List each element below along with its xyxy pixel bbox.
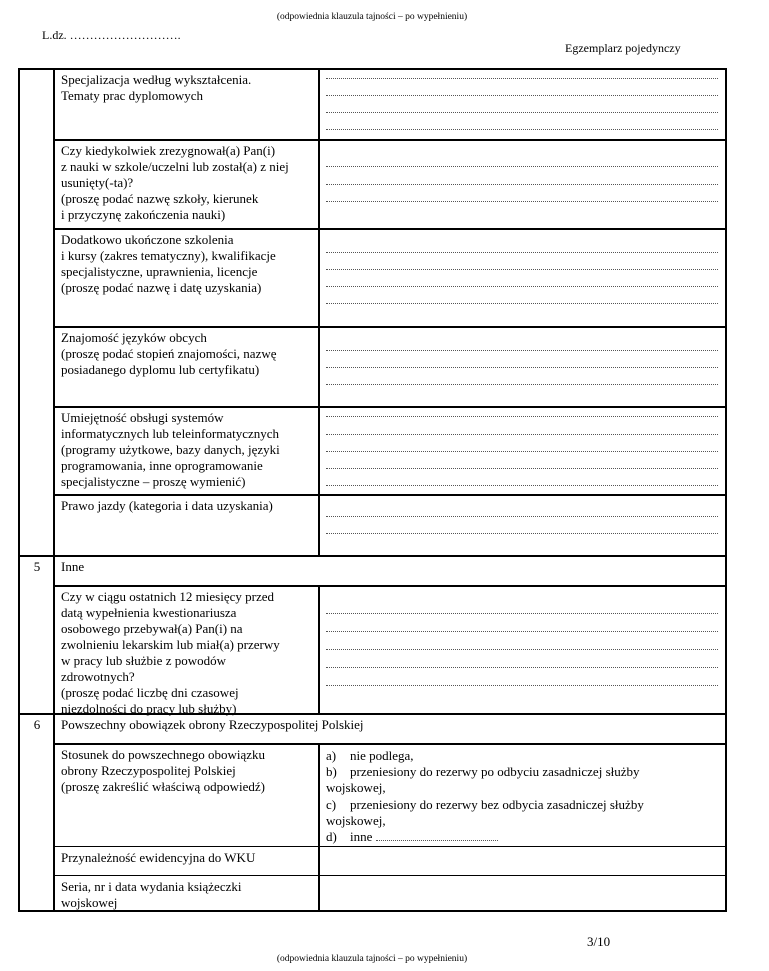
row-divider bbox=[53, 743, 727, 745]
answer-line[interactable] bbox=[326, 286, 718, 287]
answer-line[interactable] bbox=[326, 613, 718, 614]
section-6-title: Powszechny obowiązek obrony Rzeczypospolitej Polskiej bbox=[61, 717, 364, 732]
copy-note: Egzemplarz pojedynczy bbox=[565, 41, 681, 55]
answer-line[interactable] bbox=[326, 129, 718, 130]
answer-line[interactable] bbox=[326, 184, 718, 185]
row-divider bbox=[53, 875, 727, 876]
option-letter: a) bbox=[326, 748, 337, 763]
section-5-title: Inne bbox=[61, 559, 85, 574]
row-divider bbox=[53, 228, 727, 230]
reference-number-dots: ………………………. bbox=[69, 28, 181, 42]
answer-column-divider bbox=[318, 68, 320, 555]
answer-line[interactable] bbox=[326, 384, 718, 385]
answer-column-divider bbox=[318, 743, 320, 912]
option-b-continuation: wojskowej, bbox=[326, 780, 386, 795]
answer-column-divider bbox=[318, 585, 320, 713]
reference-number bbox=[42, 28, 181, 43]
answer-line[interactable] bbox=[326, 350, 718, 351]
answer-line[interactable] bbox=[326, 685, 718, 686]
table-left-border bbox=[18, 68, 20, 912]
answer-line[interactable] bbox=[326, 416, 718, 417]
option-b[interactable] bbox=[326, 764, 640, 780]
languages-label: Znajomość języków obcych (proszę podać stopień znajomości, nazwę posiadanego dyplomu lub certyfikatu) bbox=[61, 330, 277, 377]
trainings-label: Dodatkowo ukończone szkolenia i kursy (zakres tematyczny), kwalifikacje specjalistyczne, uprawnienia, licencje (proszę podać nazwę i datę uzyskania) bbox=[61, 232, 276, 295]
specialization-label: Specjalizacja według wykształcenia. Tematy prac dyplomowych bbox=[61, 72, 252, 103]
answer-line[interactable] bbox=[326, 451, 718, 452]
answer-line[interactable] bbox=[326, 516, 718, 517]
answer-line[interactable] bbox=[326, 367, 718, 368]
option-letter: d) bbox=[326, 829, 337, 844]
option-text: nie podlega, bbox=[350, 748, 414, 763]
page-number: 3/10 bbox=[587, 934, 611, 949]
answer-line[interactable] bbox=[326, 166, 718, 167]
option-d[interactable] bbox=[326, 829, 498, 845]
defence-obligation-label: Stosunek do powszechnego obowiązku obrony Rzeczypospolitej Polskiej (proszę zakreślić właściwą odpowiedź) bbox=[61, 747, 265, 794]
table-top-border bbox=[18, 68, 727, 70]
row-divider bbox=[53, 326, 727, 328]
answer-line[interactable] bbox=[326, 95, 718, 96]
option-text: inne bbox=[350, 829, 373, 844]
answer-line[interactable] bbox=[326, 667, 718, 668]
answer-line[interactable] bbox=[326, 303, 718, 304]
it-skills-label: Umiejętność obsługi systemów informatycznych lub teleinformatycznych (programy użytkowe, bazy danych, języki programowania, inne oprogramowanie specjalistyczne – proszę wymienić) bbox=[61, 410, 280, 489]
row-divider bbox=[53, 494, 727, 496]
section-divider bbox=[18, 555, 727, 557]
answer-line[interactable] bbox=[326, 112, 718, 113]
resigned-label: Czy kiedykolwiek zrezygnował(a) Pan(i) z nauki w szkole/uczelni lub został(a) z niej usunięty(-ta)? (proszę podać nazwę szkoły, kierunek i przyczynę zakończenia nauki) bbox=[61, 143, 289, 222]
row-divider bbox=[53, 406, 727, 408]
section-5-number: 5 bbox=[33, 559, 41, 574]
answer-line[interactable] bbox=[326, 485, 718, 486]
wku-label: Przynależność ewidencyjna do WKU bbox=[61, 850, 256, 865]
option-letter: c) bbox=[326, 797, 337, 812]
sick-leave-label: Czy w ciągu ostatnich 12 miesięcy przed datą wypełnienia kwestionariusza osobowego przebywał(a) Pan(i) na zwolnieniu lekarskim lub miał(a) przerwy w pracy lub służbie z powodów zdrowotnych? (proszę podać liczbę dni czasowej niezdolności do pracy lub służby) bbox=[61, 589, 280, 716]
reference-number-label: L.dz. bbox=[42, 28, 67, 42]
section-6-number: 6 bbox=[33, 717, 41, 732]
row-divider bbox=[53, 585, 727, 587]
row-divider bbox=[53, 139, 727, 141]
classification-clause-bottom: (odpowiednia klauzula tajności – po wypełnieniu) bbox=[276, 954, 468, 964]
answer-line[interactable] bbox=[326, 533, 718, 534]
driving-license-label: Prawo jazdy (kategoria i data uzyskania) bbox=[61, 498, 273, 513]
answer-line[interactable] bbox=[326, 201, 718, 202]
option-d-fill-line[interactable] bbox=[376, 831, 498, 841]
answer-line[interactable] bbox=[326, 631, 718, 632]
answer-line[interactable] bbox=[326, 434, 718, 435]
option-text: przeniesiony do rezerwy bez odbycia zasadniczej służby bbox=[350, 797, 644, 812]
option-text: przeniesiony do rezerwy po odbyciu zasadniczej służby bbox=[350, 764, 640, 779]
option-c-continuation: wojskowej, bbox=[326, 813, 386, 828]
answer-line[interactable] bbox=[326, 468, 718, 469]
option-a[interactable] bbox=[326, 748, 414, 764]
answer-line[interactable] bbox=[326, 269, 718, 270]
classification-clause-top: (odpowiednia klauzula tajności – po wypełnieniu) bbox=[276, 12, 468, 22]
option-letter: b) bbox=[326, 764, 337, 779]
table-right-border bbox=[725, 68, 727, 912]
option-c[interactable] bbox=[326, 797, 644, 813]
row-divider bbox=[53, 846, 727, 847]
answer-line[interactable] bbox=[326, 649, 718, 650]
answer-line[interactable] bbox=[326, 78, 718, 79]
military-booklet-label: Seria, nr i data wydania książeczki wojskowej bbox=[61, 879, 242, 910]
answer-line[interactable] bbox=[326, 252, 718, 253]
number-column-divider bbox=[53, 68, 55, 912]
